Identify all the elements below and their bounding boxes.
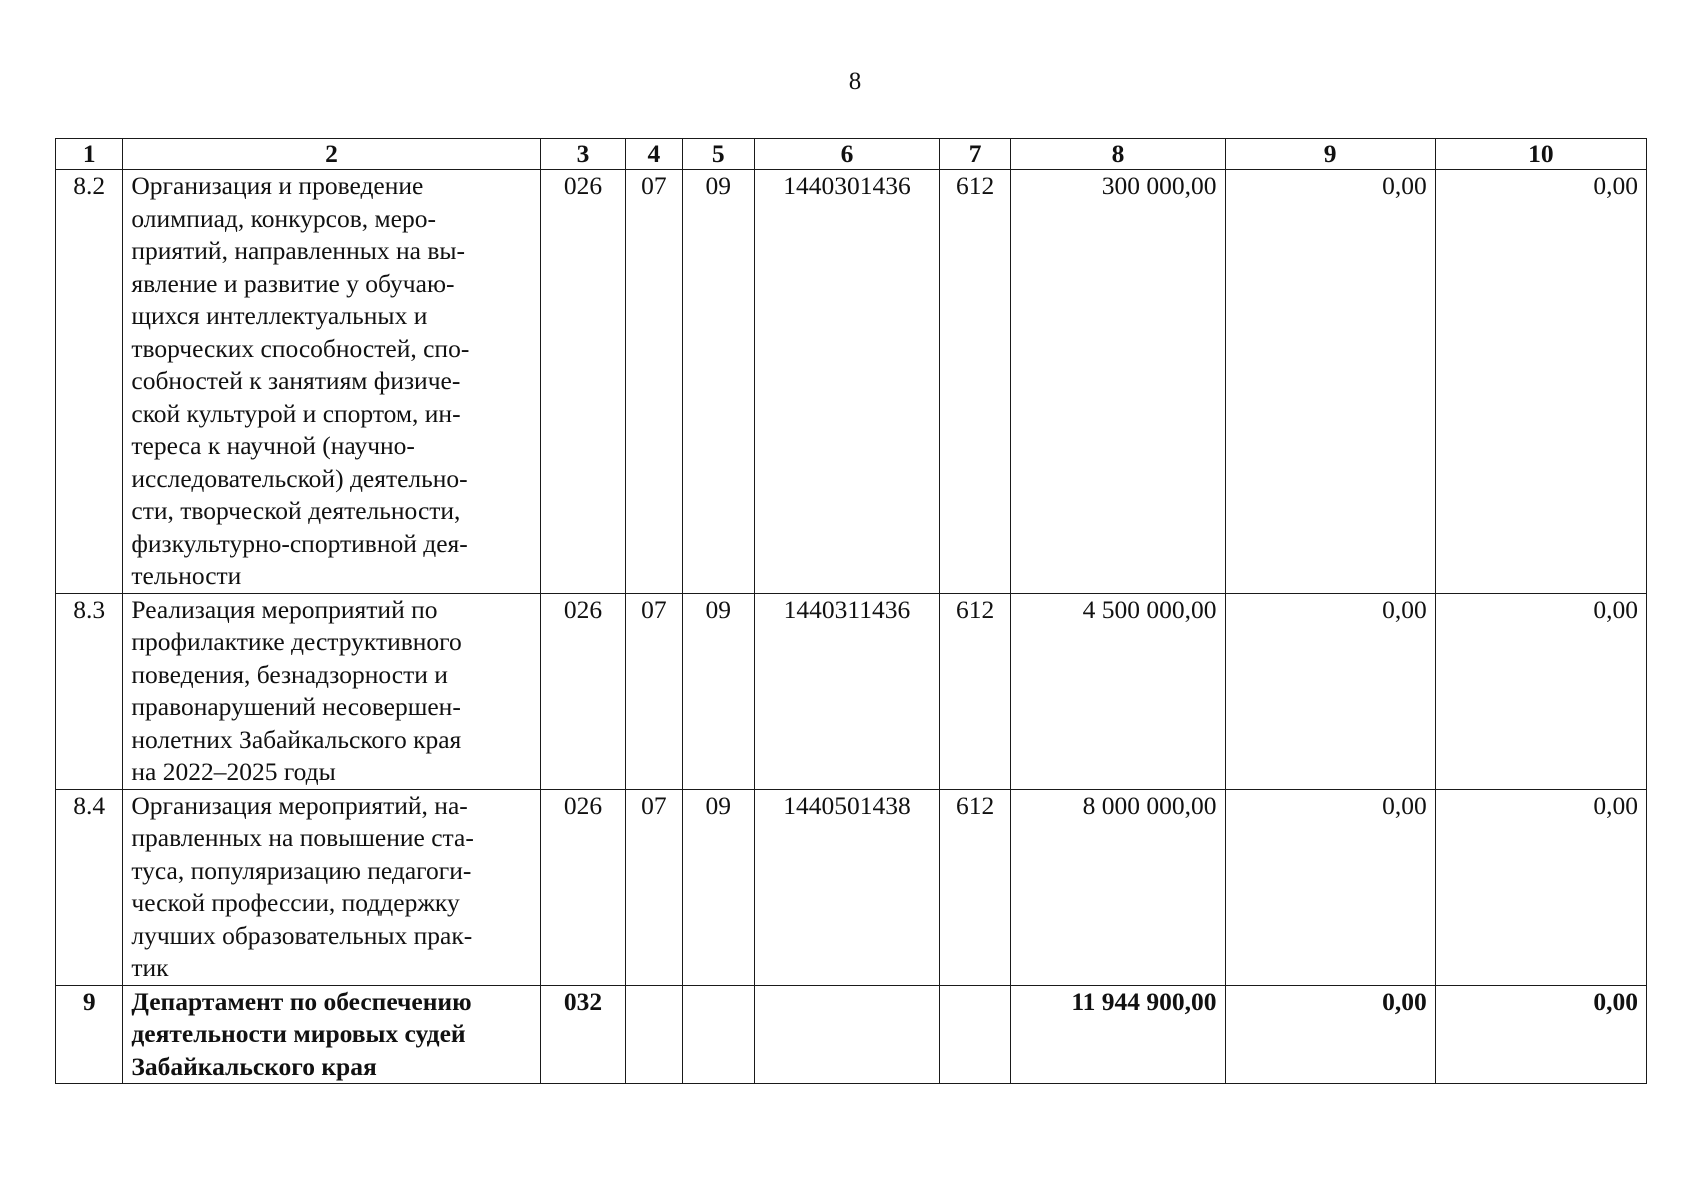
table-row-department	[56, 985, 1647, 1084]
name-line: Организация и проведение	[131, 171, 424, 200]
code-section	[626, 985, 682, 1084]
name-line: олимпиад, конкурсов, меро-	[131, 203, 436, 233]
code-expense-type: 612	[939, 170, 1010, 594]
column-header: 7	[939, 139, 1010, 170]
code-section: 07	[626, 593, 682, 789]
name-line: деятельности мировых судей	[131, 1019, 466, 1048]
amount-col9: 0,00	[1225, 789, 1435, 985]
amount-col9: 0,00	[1225, 593, 1435, 789]
code-subsection: 09	[682, 789, 754, 985]
amount-col10: 0,00	[1435, 985, 1646, 1084]
column-header: 5	[682, 139, 754, 170]
code-target: 1440501438	[754, 789, 939, 985]
row-number: 8.3	[56, 593, 123, 789]
row-number: 8.2	[56, 170, 123, 594]
column-header: 9	[1225, 139, 1435, 170]
code-admin: 032	[540, 985, 625, 1084]
name-line: Забайкальского края	[131, 1051, 377, 1081]
row-name	[123, 789, 540, 985]
column-header: 2	[123, 139, 540, 170]
code-section: 07	[626, 789, 682, 985]
name-line: лучших образовательных прак-	[131, 920, 473, 950]
name-line: щихся интеллектуальных и	[131, 301, 428, 330]
amount-col9: 0,00	[1225, 170, 1435, 594]
code-subsection	[682, 985, 754, 1084]
name-line: на 2022–2025 годы	[131, 757, 336, 786]
amount-col10: 0,00	[1435, 170, 1646, 594]
name-line: ческой профессии, поддержку	[131, 888, 460, 917]
column-header: 1	[56, 139, 123, 170]
name-line: тереса к научной (научно-	[131, 431, 415, 460]
name-line: правонарушений несовершен-	[131, 692, 461, 721]
page-number: 8	[848, 68, 862, 95]
header-row	[56, 139, 1647, 170]
name-line: сти, творческой деятельности,	[131, 496, 461, 525]
amount-col8: 300 000,00	[1011, 170, 1225, 594]
row-name	[123, 985, 540, 1084]
name-line: исследовательской) деятельно-	[131, 463, 468, 493]
amount-col10: 0,00	[1435, 593, 1646, 789]
code-target: 1440301436	[754, 170, 939, 594]
name-line: собностей к занятиям физиче-	[131, 366, 461, 395]
code-admin: 026	[540, 789, 625, 985]
budget-table	[55, 138, 1647, 1084]
name-line: тельности	[131, 561, 242, 590]
name-line: туса, популяризацию педагоги-	[131, 855, 472, 885]
name-line: профилактике деструктивного	[131, 627, 462, 656]
code-expense-type: 612	[939, 593, 1010, 789]
code-admin: 026	[540, 170, 625, 594]
amount-col8: 8 000 000,00	[1011, 789, 1225, 985]
code-expense-type: 612	[939, 789, 1010, 985]
name-line: Департамент по обеспечению	[131, 986, 472, 1016]
code-section: 07	[626, 170, 682, 594]
code-subsection: 09	[682, 170, 754, 594]
column-header: 4	[626, 139, 682, 170]
amount-col9: 0,00	[1225, 985, 1435, 1084]
column-header: 3	[540, 139, 625, 170]
row-name	[123, 170, 540, 594]
name-line: ской культурой и спортом, ин-	[131, 398, 461, 428]
code-expense-type	[939, 985, 1010, 1084]
code-target: 1440311436	[754, 593, 939, 789]
row-name	[123, 593, 540, 789]
row-number: 8.4	[56, 789, 123, 985]
amount-col8: 11 944 900,00	[1011, 985, 1225, 1084]
code-target	[754, 985, 939, 1084]
name-line: Организация мероприятий, на-	[131, 790, 468, 820]
name-line: тик	[131, 953, 169, 982]
row-number: 9	[56, 985, 123, 1084]
name-line: физкультурно-спортивной дея-	[131, 528, 468, 558]
column-header: 6	[754, 139, 939, 170]
table-row	[56, 789, 1647, 985]
table-row	[56, 170, 1647, 594]
table-row	[56, 593, 1647, 789]
code-admin: 026	[540, 593, 625, 789]
name-line: нолетних Забайкальского края	[131, 724, 462, 754]
name-line: правленных на повышение ста-	[131, 823, 474, 852]
name-line: поведения, безнадзорности и	[131, 659, 448, 689]
code-subsection: 09	[682, 593, 754, 789]
name-line: творческих способностей, спо-	[131, 333, 470, 363]
amount-col8: 4 500 000,00	[1011, 593, 1225, 789]
amount-col10: 0,00	[1435, 789, 1646, 985]
name-line: приятий, направленных на вы-	[131, 236, 465, 265]
column-header: 10	[1435, 139, 1646, 170]
name-line: Реализация мероприятий по	[131, 594, 438, 624]
column-header: 8	[1011, 139, 1225, 170]
name-line: явление и развитие у обучаю-	[131, 268, 455, 298]
